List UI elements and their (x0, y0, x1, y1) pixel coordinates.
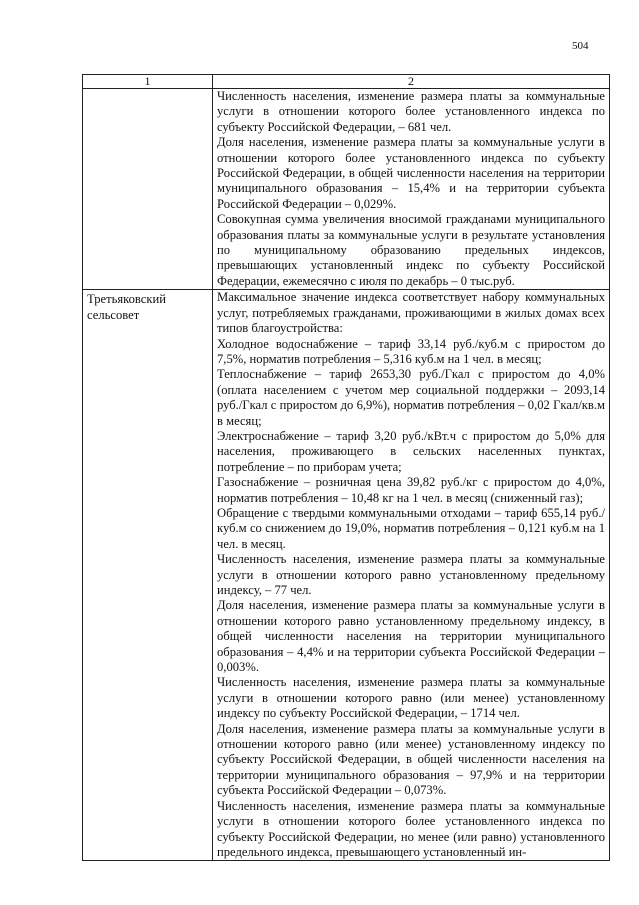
paragraph: Теплоснабжение – тариф 2653,30 руб./Гкал с приростом до 4,0% (оплата населением с учетом мер социальной поддержки – 2093,14 руб./Гкал с приростом до 6,9%), норматив потребления – 0,02 Гкал/кв.м в месяц; (217, 367, 605, 428)
paragraph: Максимальное значение индекса соответствует набору коммунальных услуг, потребляемых гражданами, проживающими в жилых домах всех типов благоустройства: (217, 290, 605, 336)
table-row (83, 89, 610, 290)
description-cell (213, 89, 610, 290)
paragraph: Доля населения, изменение размера платы за коммунальные услуги в отношении которого более установленного индекса по субъекту Российской Федерации, в общей численности населения на территории муниципального образования – 15,4% и на территории субъекта Российской Федерации – 0,029%. (217, 135, 605, 211)
document-table (82, 74, 610, 861)
page-number: 504 (572, 40, 589, 52)
column-header-1: 1 (83, 75, 213, 89)
paragraph: Газоснабжение – розничная цена 39,82 руб./кг с приростом до 4,0%, норматив потребления – 10,48 кг на 1 чел. в месяц (сниженный газ); (217, 475, 605, 505)
paragraph: Холодное водоснабжение – тариф 33,14 руб./куб.м с приростом до 7,5%, норматив потребления – 5,316 куб.м на 1 чел. в месяц; (217, 336, 605, 366)
paragraph: Электроснабжение – тариф 3,20 руб./кВт.ч с приростом до 5,0% для населения, проживающего в сельских населенных пунктах, потребление – по приборам учета; (217, 428, 605, 474)
paragraph: Численность населения, изменение размера платы за коммунальные услуги в отношении которого равно установленному предельному индексу, – 77 чел. (217, 552, 605, 597)
description-cell (213, 290, 610, 861)
paragraph: Совокупная сумма увеличения вносимой гражданами муниципального образования платы за коммунальные услуги в результате установления по муниципальному образованию предельных индексов, превышающих установленный индекс по субъекту Российской Федерации, ежемесячно с июля по декабрь – 0 тыс.руб. (217, 212, 605, 288)
municipality-name-cell: Третьяковский сельсовет (83, 290, 213, 861)
table-row (83, 290, 610, 861)
paragraph: Численность населения, изменение размера платы за коммунальные услуги в отношении которого равно (или менее) установленному индексу по субъекту Российской Федерации, – 1714 чел. (217, 675, 605, 721)
municipality-name-cell (83, 89, 213, 290)
paragraph: Доля населения, изменение размера платы за коммунальные услуги в отношении которого равно (или менее) установленному индексу по субъекту Российской Федерации, в общей численности населения на территории муниципального образования – 97,9% и на территории субъекта Российской Федерации – 0,073%. (217, 721, 605, 798)
paragraph: Численность населения, изменение размера платы за коммунальные услуги в отношении которого более установленного индекса по субъекту Российской Федерации, но менее (или равно) установленного предельного индекса, превышающего установленный ин- (217, 798, 605, 859)
column-header-2: 2 (213, 75, 610, 89)
table-header-row (83, 75, 610, 89)
paragraph: Численность населения, изменение размера платы за коммунальные услуги в отношении которого более установленного индекса по субъекту Российской Федерации, – 681 чел. (217, 89, 605, 134)
paragraph: Обращение с твердыми коммунальными отходами – тариф 655,14 руб./куб.м со снижением до 19,0%, норматив потребления – 0,121 куб.м на 1 чел. в месяц. (217, 505, 605, 551)
paragraph: Доля населения, изменение размера платы за коммунальные услуги в отношении которого равно установленному предельному индексу, в общей численности населения на территории муниципального образования – 4,4% и на территории субъекта Российской Федерации – 0,003%. (217, 598, 605, 675)
